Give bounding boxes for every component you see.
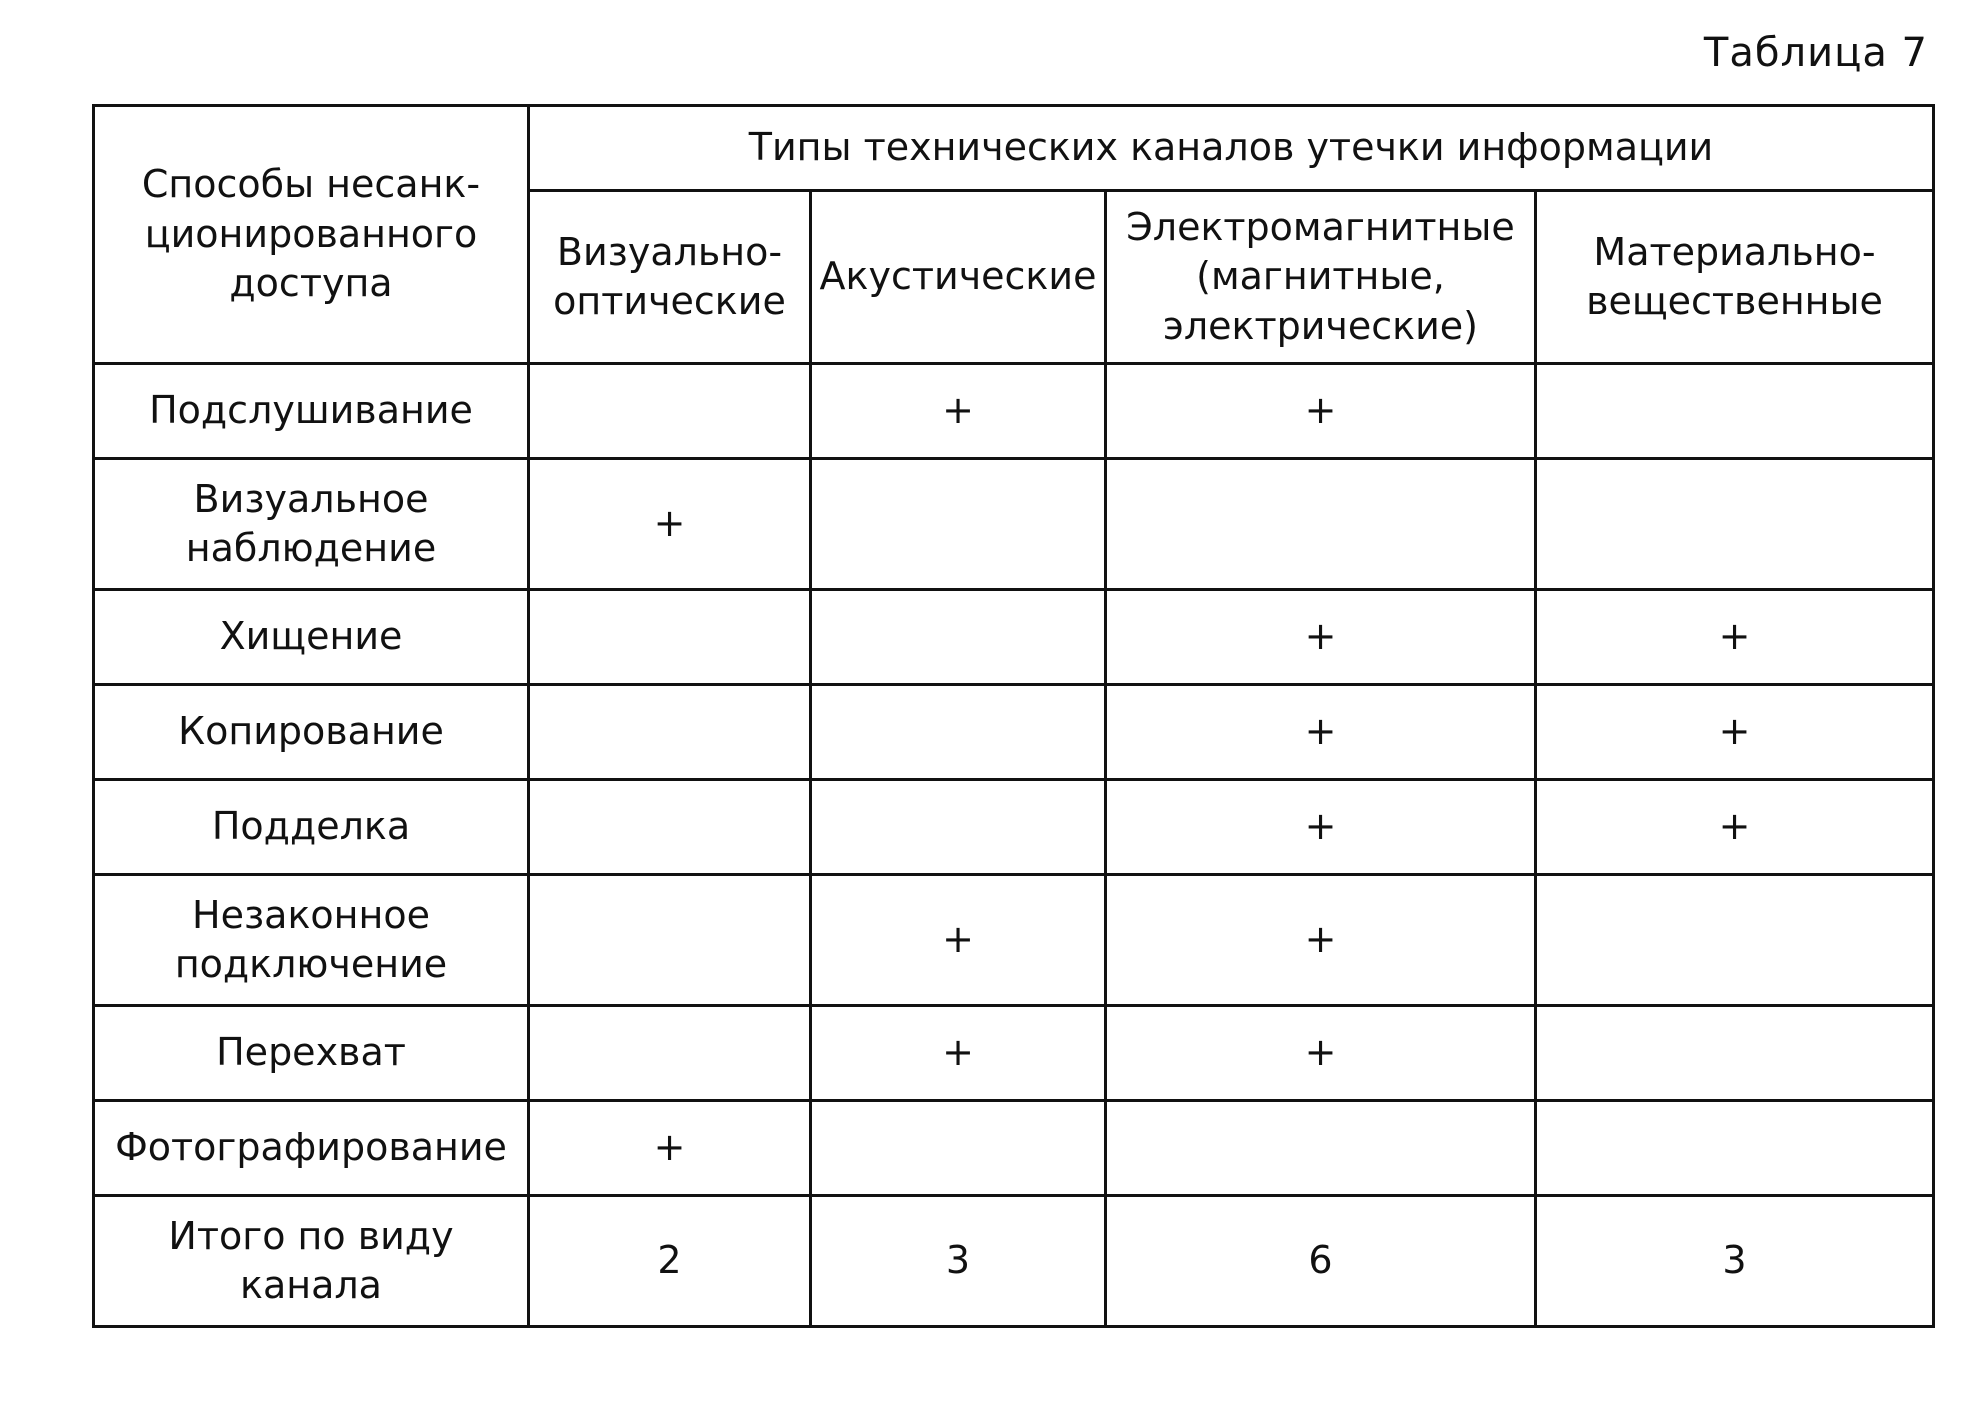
cell-mark: + <box>1536 780 1934 875</box>
totals-label-line: Итого по виду <box>168 1213 454 1258</box>
cell-mark: + <box>529 1101 811 1196</box>
cell-mark: + <box>811 364 1106 459</box>
cell-mark <box>811 1101 1106 1196</box>
cell-mark <box>811 459 1106 590</box>
header-method-line: Способы несанк- <box>141 162 481 207</box>
totals-row <box>94 1196 1934 1327</box>
total-electromagnetic: 6 <box>1106 1196 1536 1327</box>
cell-mark: + <box>1536 685 1934 780</box>
totals-label <box>94 1196 529 1327</box>
cell-mark <box>1106 1101 1536 1196</box>
row-label-line: подключение <box>174 942 448 986</box>
table-row <box>94 1101 1934 1196</box>
cell-mark <box>1536 875 1934 1006</box>
cell-mark: + <box>1106 364 1536 459</box>
cell-mark <box>1536 1006 1934 1101</box>
row-label-line: Фотографирование <box>115 1125 507 1170</box>
header-col-visual-optical <box>529 191 811 364</box>
cell-mark: + <box>1106 590 1536 685</box>
cell-mark <box>1106 459 1536 590</box>
table-row <box>94 364 1934 459</box>
cell-mark: + <box>811 875 1106 1006</box>
cell-mark: + <box>1106 1006 1536 1101</box>
row-label-line: Незаконное <box>192 892 430 937</box>
total-acoustic: 3 <box>811 1196 1106 1327</box>
row-label <box>94 1006 529 1101</box>
row-label-line: Копирование <box>178 709 444 754</box>
row-label <box>94 875 529 1006</box>
header-col-electromagnetic <box>1106 191 1536 364</box>
row-label <box>94 590 529 685</box>
header-col-line: оптические <box>553 279 786 323</box>
totals-label-line: канала <box>240 1263 382 1307</box>
row-label-line: Перехват <box>216 1030 406 1075</box>
row-label <box>94 364 529 459</box>
cell-mark <box>529 590 811 685</box>
cell-mark <box>811 685 1106 780</box>
cell-mark <box>529 780 811 875</box>
cell-mark <box>811 590 1106 685</box>
header-col-line: (магнитные, <box>1196 254 1445 299</box>
cell-mark: + <box>1536 590 1934 685</box>
header-col-material <box>1536 191 1934 364</box>
table-caption: Таблица 7 <box>1703 30 1928 76</box>
table-row <box>94 875 1934 1006</box>
header-channel-types: Типы технических каналов утечки информации <box>529 106 1934 191</box>
cell-mark: + <box>529 459 811 590</box>
total-visual-optical: 2 <box>529 1196 811 1327</box>
row-label <box>94 1101 529 1196</box>
table-row <box>94 590 1934 685</box>
header-col-line: Визуально- <box>556 229 783 274</box>
cell-mark <box>529 364 811 459</box>
header-col-line: вещественные <box>1586 279 1883 323</box>
table-row <box>94 459 1934 590</box>
row-label <box>94 685 529 780</box>
header-col-line: Акустические <box>819 254 1097 299</box>
header-method-line: ционированного <box>144 211 478 256</box>
header-col-line: Материально- <box>1593 229 1876 274</box>
total-material: 3 <box>1536 1196 1934 1327</box>
cell-mark <box>1536 459 1934 590</box>
row-label-line: Визуальное <box>193 476 429 521</box>
leak-channels-table <box>92 104 1935 1328</box>
row-label <box>94 780 529 875</box>
cell-mark <box>1536 364 1934 459</box>
header-method-cell <box>94 106 529 364</box>
cell-mark: + <box>1106 780 1536 875</box>
cell-mark: + <box>811 1006 1106 1101</box>
cell-mark <box>811 780 1106 875</box>
header-col-acoustic <box>811 191 1106 364</box>
cell-mark <box>1536 1101 1934 1196</box>
row-label-line: Подслушивание <box>149 388 473 433</box>
cell-mark: + <box>1106 685 1536 780</box>
header-method-line: доступа <box>229 261 393 306</box>
cell-mark <box>529 685 811 780</box>
row-label <box>94 459 529 590</box>
header-col-line: Электромагнитные <box>1126 204 1515 249</box>
cell-mark: + <box>1106 875 1536 1006</box>
header-col-line: электрические) <box>1162 303 1478 348</box>
table-row <box>94 685 1934 780</box>
row-label-line: Хищение <box>219 614 403 659</box>
table-row <box>94 1006 1934 1101</box>
cell-mark <box>529 1006 811 1101</box>
row-label-line: Подделка <box>211 804 411 849</box>
row-label-line: наблюдение <box>185 526 437 570</box>
table-row <box>94 780 1934 875</box>
cell-mark <box>529 875 811 1006</box>
